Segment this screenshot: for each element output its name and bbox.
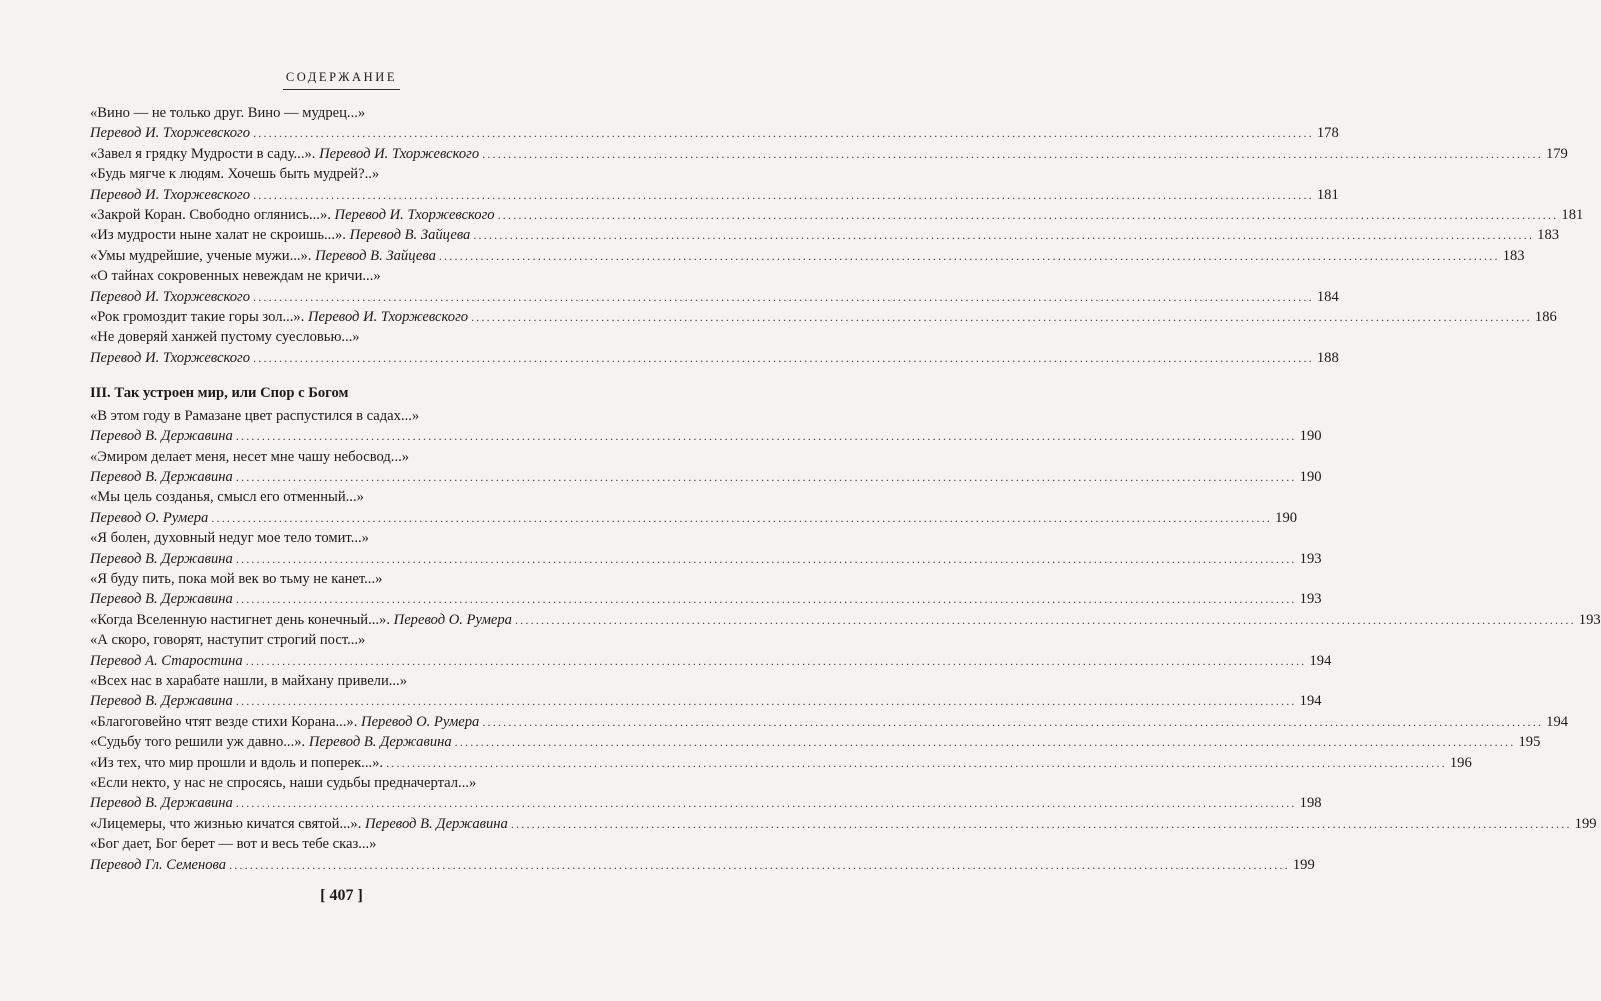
toc-entry bbox=[90, 671, 1322, 712]
entry-page-number: 190 bbox=[1299, 428, 1322, 445]
entry-text bbox=[90, 287, 250, 307]
dot-leader: ............................................................................................................................................................................................................ bbox=[471, 310, 1532, 325]
entry-title: «Будь мягче к людям. Хочешь быть мудрей?..» bbox=[90, 166, 380, 183]
dot-leader: ............................................................................................................................................................................................................ bbox=[482, 146, 1543, 161]
dot-leader: ............................................................................................................................................................................................................ bbox=[454, 735, 1516, 750]
entry-translator: Перевод И. Тхоржевского bbox=[90, 125, 251, 142]
entry-title: «Вино — не только друг. Вино — мудрец...» bbox=[90, 105, 366, 121]
toc-entry bbox=[90, 246, 1525, 266]
entry-translator: Перевод И. Тхоржевского bbox=[90, 288, 251, 305]
entry-title: «Судьбу того решили уж давно...». bbox=[90, 734, 309, 751]
toc-entry bbox=[90, 753, 1472, 773]
toc-entry bbox=[90, 630, 1332, 671]
entry-translator: Перевод Гл. Семенова bbox=[90, 856, 227, 873]
entry-line bbox=[90, 814, 1597, 834]
entry-text bbox=[90, 753, 383, 773]
table-of-contents bbox=[90, 103, 1601, 875]
dot-leader: ............................................................................................................................................................................................................ bbox=[235, 796, 1297, 811]
entry-title: «Когда Вселенную настигнет день конечный...». bbox=[90, 611, 394, 628]
entry-title: «Лицемеры, что жизнью кичатся святой...». bbox=[90, 815, 366, 832]
entry-title: «В этом году в Рамазане цвет распустился в садах...» bbox=[90, 407, 420, 424]
entry-translator: Перевод О. Румера bbox=[393, 611, 512, 628]
entry-text bbox=[90, 307, 468, 327]
entry-page-number: 199 bbox=[1574, 815, 1597, 832]
dot-leader: ............................................................................................................................................................................................................ bbox=[253, 289, 1314, 304]
dot-leader: ............................................................................................................................................................................................................ bbox=[235, 694, 1297, 709]
entry-line bbox=[90, 793, 1322, 813]
entry-text bbox=[90, 205, 495, 225]
dot-leader: ............................................................................................................................................................................................................ bbox=[235, 429, 1297, 444]
entry-title: «Я буду пить, пока мой век во тьму не канет...» bbox=[90, 570, 383, 587]
entry-line bbox=[90, 691, 1322, 711]
page-number: [ 407 ] bbox=[320, 887, 363, 904]
toc-entry bbox=[90, 103, 1339, 144]
entry-line bbox=[90, 144, 1568, 164]
toc-entry bbox=[90, 266, 1339, 307]
entry-line bbox=[90, 246, 1525, 266]
toc-entry bbox=[90, 487, 1298, 528]
entry-title: «Рок громоздит такие горы зол...». bbox=[90, 309, 309, 326]
entry-line bbox=[90, 287, 1339, 307]
dot-leader: ............................................................................................................................................................................................................ bbox=[438, 248, 1500, 263]
entry-title: «Всех нас в харабате нашли, в майхану привели...» bbox=[90, 672, 408, 689]
entry-line bbox=[90, 712, 1569, 732]
toc-entry bbox=[90, 610, 1601, 630]
entry-text bbox=[90, 651, 243, 671]
dot-leader: ............................................................................................................................................................................................................ bbox=[510, 816, 1572, 831]
entry-text bbox=[90, 589, 233, 609]
entry-line bbox=[90, 732, 1541, 752]
entry-line bbox=[90, 205, 1584, 225]
entry-page-number: 188 bbox=[1316, 349, 1339, 366]
toc-entry bbox=[90, 773, 1322, 814]
entry-translator: Перевод И. Тхоржевского bbox=[319, 145, 480, 162]
entry-text bbox=[90, 691, 233, 711]
entry-line bbox=[90, 225, 1560, 245]
entry-title: «Я болен, духовный недуг мое тело томит...» bbox=[90, 530, 369, 547]
entry-line bbox=[90, 589, 1322, 609]
entry-page-number: 194 bbox=[1546, 713, 1569, 730]
entry-translator: Перевод А. Старостина bbox=[90, 652, 243, 669]
running-head: СОДЕРЖАНИЕ bbox=[285, 70, 398, 84]
section-heading: III. Так устроен мир, или Спор с Богом bbox=[90, 385, 349, 402]
entry-page-number: 183 bbox=[1537, 227, 1560, 244]
toc-entry bbox=[90, 406, 1322, 447]
entry-page-number: 178 bbox=[1316, 125, 1339, 142]
entry-page-number: 193 bbox=[1578, 611, 1601, 628]
entry-translator: Перевод В. Державина bbox=[90, 550, 233, 567]
entry-translator: Перевод И. Тхоржевского bbox=[90, 186, 251, 203]
entry-page-number: 186 bbox=[1534, 309, 1557, 326]
entry-text bbox=[90, 855, 226, 875]
dot-leader: ............................................................................................................................................................................................................ bbox=[473, 228, 1535, 243]
entry-text bbox=[90, 426, 233, 446]
dot-leader: ............................................................................................................................................................................................................ bbox=[514, 612, 1576, 627]
dot-leader: ............................................................................................................................................................................................................ bbox=[235, 551, 1297, 566]
entry-title: «Из мудрости ныне халат не скроишь...». bbox=[90, 227, 350, 244]
entry-text bbox=[90, 549, 233, 569]
dot-leader: ............................................................................................................................................................................................................ bbox=[497, 208, 1559, 223]
entry-translator: Перевод О. Румера bbox=[361, 713, 480, 730]
entry-text bbox=[90, 814, 508, 834]
entry-page-number: 193 bbox=[1299, 591, 1322, 608]
entry-text bbox=[90, 225, 470, 245]
entry-page-number: 183 bbox=[1502, 247, 1525, 264]
entry-line bbox=[90, 185, 1339, 205]
toc-entry bbox=[90, 712, 1569, 732]
entry-title: «Мы цель созданья, смысл его отменный...» bbox=[90, 489, 364, 506]
entry-title: «А скоро, говорят, наступит строгий пост...» bbox=[90, 632, 366, 649]
entry-title: «Из тех, что мир прошли и вдоль и поперек...». bbox=[90, 754, 384, 771]
entry-title: «Не доверяй ханжей пустому суесловью...» bbox=[90, 329, 360, 346]
entry-page-number: 184 bbox=[1316, 288, 1339, 305]
entry-translator: Перевод В. Державина bbox=[90, 591, 233, 608]
toc-entry bbox=[90, 327, 1339, 368]
entry-text bbox=[90, 467, 233, 487]
toc-entry bbox=[90, 528, 1322, 569]
entry-translator: Перевод О. Румера bbox=[90, 509, 209, 526]
entry-translator: Перевод В. Державина bbox=[90, 468, 233, 485]
entry-text bbox=[90, 508, 208, 528]
toc-entry bbox=[90, 164, 1339, 205]
dot-leader: ............................................................................................................................................................................................................ bbox=[482, 714, 1544, 729]
entry-page-number: 190 bbox=[1299, 468, 1322, 485]
entry-text bbox=[90, 610, 512, 630]
entry-line bbox=[90, 508, 1298, 528]
entry-title: «Умы мудрейшие, ученые мужи...». bbox=[90, 247, 316, 264]
toc-entry bbox=[90, 144, 1568, 164]
entry-line bbox=[90, 307, 1557, 327]
dot-leader: ............................................................................................................................................................................................................ bbox=[253, 350, 1314, 365]
entry-text bbox=[90, 732, 452, 752]
entry-translator: Перевод И. Тхоржевского bbox=[90, 349, 251, 366]
dot-leader: ............................................................................................................................................................................................................ bbox=[386, 755, 1447, 770]
entry-text bbox=[90, 246, 436, 266]
entry-title: «О тайнах сокровенных невеждам не кричи...» bbox=[90, 268, 381, 285]
dot-leader: ............................................................................................................................................................................................................ bbox=[235, 469, 1297, 484]
entry-translator: Перевод И. Тхоржевского bbox=[308, 309, 469, 326]
entry-line bbox=[90, 753, 1472, 773]
entry-line bbox=[90, 467, 1322, 487]
entry-page-number: 181 bbox=[1561, 207, 1584, 224]
entry-text bbox=[90, 712, 479, 732]
entry-page-number: 196 bbox=[1449, 754, 1472, 771]
toc-entry bbox=[90, 225, 1560, 245]
entry-line bbox=[90, 855, 1315, 875]
entry-title: «Благоговейно чтят везде стихи Корана...». bbox=[90, 713, 362, 730]
entry-text bbox=[90, 793, 233, 813]
entry-page-number: 190 bbox=[1275, 509, 1298, 526]
dot-leader: ............................................................................................................................................................................................................ bbox=[235, 592, 1297, 607]
toc-entries-after bbox=[90, 406, 1601, 875]
entry-translator: Перевод В. Державина bbox=[90, 795, 233, 812]
dot-leader: ............................................................................................................................................................................................................ bbox=[229, 857, 1290, 872]
entry-page-number: 195 bbox=[1518, 734, 1541, 751]
toc-entry bbox=[90, 205, 1584, 225]
entry-title: «Эмиром делает меня, несет мне чашу небосвод...» bbox=[90, 448, 410, 465]
toc-entry bbox=[90, 834, 1315, 875]
entry-page-number: 193 bbox=[1299, 550, 1322, 567]
entry-line bbox=[90, 123, 1339, 143]
entry-line bbox=[90, 651, 1332, 671]
entry-title: «Бог дает, Бог берет — вот и весь тебе сказ...» bbox=[90, 836, 377, 853]
toc-entry bbox=[90, 732, 1541, 752]
entry-page-number: 194 bbox=[1309, 652, 1332, 669]
entry-title: «Если некто, у нас не спросясь, наши судьбы предначертал...» bbox=[90, 775, 477, 791]
entry-line bbox=[90, 348, 1339, 368]
entry-page-number: 194 bbox=[1299, 693, 1322, 710]
entry-title: «Завел я грядку Мудрости в саду...». bbox=[90, 145, 320, 162]
toc-entries-before bbox=[90, 103, 1584, 368]
dot-leader: ............................................................................................................................................................................................................ bbox=[211, 510, 1273, 525]
entry-translator: Перевод В. Державина bbox=[90, 428, 233, 445]
entry-text bbox=[90, 123, 250, 143]
entry-title: «Закрой Коран. Свободно оглянись...». bbox=[90, 207, 335, 224]
entry-text bbox=[90, 144, 479, 164]
entry-translator: Перевод И. Тхоржевского bbox=[334, 207, 495, 224]
entry-translator: Перевод В. Зайцева bbox=[315, 247, 436, 264]
entry-translator: Перевод В. Державина bbox=[308, 734, 452, 751]
entry-line bbox=[90, 610, 1601, 630]
entry-translator: Перевод В. Державина bbox=[90, 693, 233, 710]
dot-leader: ............................................................................................................................................................................................................ bbox=[245, 653, 1307, 668]
entry-page-number: 198 bbox=[1299, 795, 1322, 812]
entry-line bbox=[90, 549, 1322, 569]
toc-entry bbox=[90, 307, 1557, 327]
entry-text bbox=[90, 185, 250, 205]
running-head-rule bbox=[283, 89, 400, 90]
entry-translator: Перевод В. Державина bbox=[365, 815, 508, 832]
toc-entry bbox=[90, 447, 1322, 488]
toc-entry bbox=[90, 814, 1597, 834]
dot-leader: ............................................................................................................................................................................................................ bbox=[253, 126, 1314, 141]
entry-translator: Перевод В. Зайцева bbox=[349, 227, 471, 244]
dot-leader: ............................................................................................................................................................................................................ bbox=[253, 187, 1314, 202]
entry-page-number: 199 bbox=[1292, 856, 1315, 873]
entry-line bbox=[90, 426, 1322, 446]
toc-entry bbox=[90, 569, 1322, 610]
entry-page-number: 179 bbox=[1545, 145, 1568, 162]
entry-text bbox=[90, 348, 250, 368]
entry-page-number: 181 bbox=[1316, 186, 1339, 203]
